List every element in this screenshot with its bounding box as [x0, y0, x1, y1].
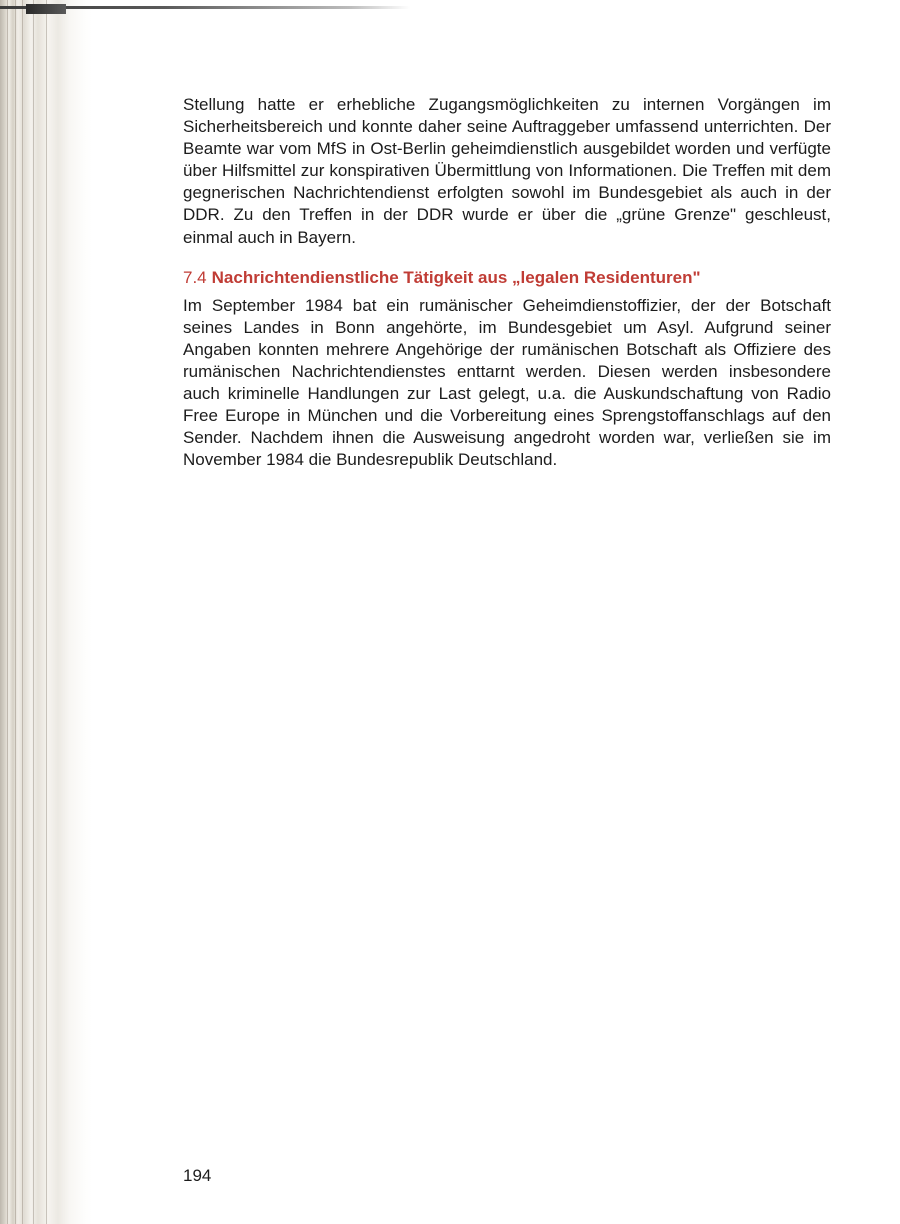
page-edge-line	[46, 0, 47, 1224]
page-edge-line	[33, 0, 34, 1224]
page-content	[183, 94, 831, 471]
page-edge-line	[15, 0, 16, 1224]
section-title: Nachrichtendienstliche Tätigkeit aus „legalen Residenturen"	[211, 267, 701, 287]
paragraph-continued: Stellung hatte er erhebliche Zugangsmöglichkeiten zu internen Vorgängen im Sicherheitsbereich und konnte daher seine Auftraggeber umfassend unterrichten. Der Beamte war vom MfS in Ost-Berlin geheimdienstlich ausgebildet worden und verfügte über Hilfsmittel zur konspirativen Übermittlung von Informationen. Die Treffen mit dem gegnerischen Nachrichtendienst erfolgten sowohl im Bundesgebiet als auch in der DDR. Zu den Treffen in der DDR wurde er über die „grüne Grenze" geschleust, einmal auch in Bayern.	[183, 95, 831, 247]
section-number: 7.4	[183, 267, 207, 287]
corner-mark	[26, 4, 66, 14]
page-edge-line	[7, 0, 8, 1224]
page-number: 194	[183, 1166, 212, 1185]
section-heading	[183, 267, 831, 289]
paragraph-section-body: Im September 1984 bat ein rumänischer Geheimdienstoffizier, der der Botschaft seines Landes in Bonn angehörte, im Bundesgebiet um Asyl. Aufgrund seiner Angaben konnten mehrere Angehörige der rumänischen Botschaft als Offiziere des rumänischen Nachrichtendienstes enttarnt werden. Diesen werden insbesondere auch kriminelle Handlungen zur Last gelegt, u.a. die Auskundschaftung von Radio Free Europe in München und die Vorbereitung eines Sprengstoffanschlags auf den Sender. Nachdem ihnen die Ausweisung angedroht worden war, verließen sie im November 1984 die Bundesrepublik Deutschland.	[183, 295, 831, 470]
page-edge-line	[22, 0, 23, 1224]
